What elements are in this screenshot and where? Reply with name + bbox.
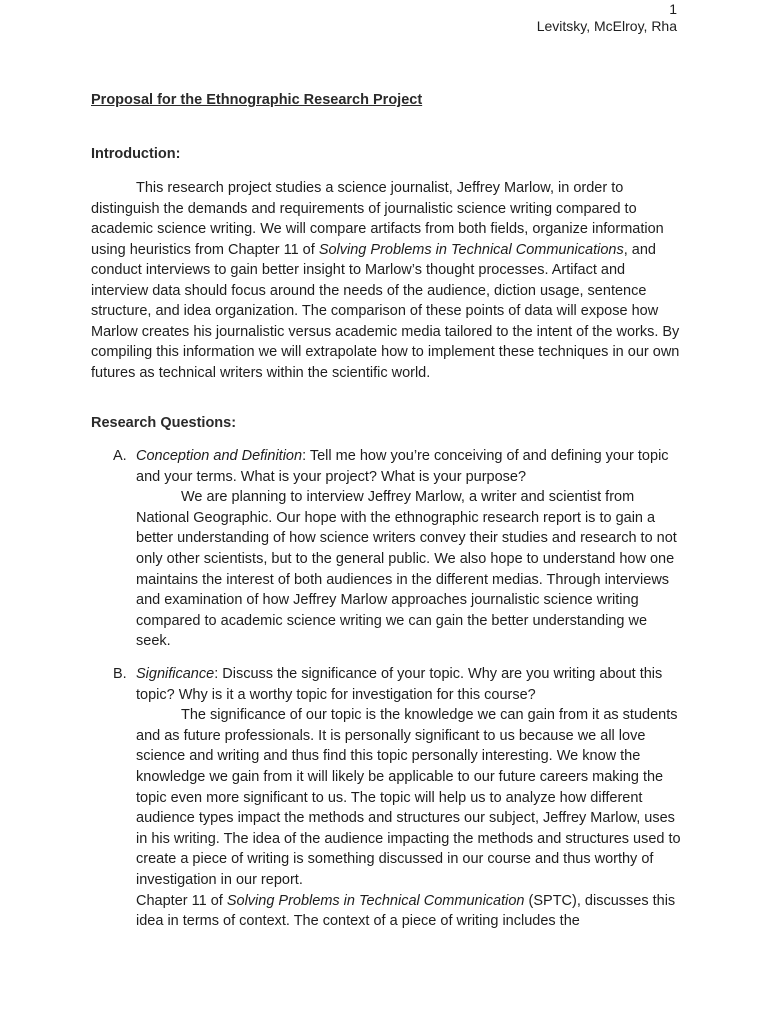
question-body	[136, 664, 681, 932]
question-body	[136, 446, 681, 652]
question-letter: B.	[113, 666, 127, 682]
research-questions-heading: Research Questions:	[91, 415, 237, 431]
continued-book-title: Solving Problems in Technical Communication	[226, 892, 525, 909]
introduction-heading: Introduction:	[91, 146, 181, 162]
question-label: Conception and Definition	[136, 448, 303, 464]
introduction-text-2: , and conduct interviews to gain better insight to Marlow’s thought processes. Artifact and interview data should focus around the needs of the audience, diction usage, sentence structure, and idea organization. The comparison of these points of data will expose how Marlow creates his journalistic versus academic media tailored to the intent of the works. By compiling this information we will extrapolate how to implement these techniques in our own futures as technical writers within the scientific world.	[91, 241, 680, 381]
question-prompt-text: : Tell me how you’re conceiving of and defining your topic and your terms. What is your project? What is your purpose?	[136, 448, 669, 485]
question-answer	[136, 705, 681, 890]
question-prompt	[136, 664, 681, 705]
question-prompt-text: : Discuss the significance of your topic. Why are you writing about this topic? Why is it a worthy topic for investigation for this course?	[136, 666, 663, 703]
question-letter: A.	[113, 448, 127, 464]
question-label: Significance	[136, 666, 215, 682]
question-answer	[136, 487, 681, 652]
question-answer-continued	[136, 891, 681, 932]
continued-text-pre: Chapter 11 of	[136, 892, 227, 909]
continued-text-post: (SPTC), discusses this idea in terms of context. The context of a piece of writing includes the	[136, 892, 676, 930]
question-answer-text: The significance of our topic is the knowledge we can gain from it as students and as future professionals. It is personally significant to us because we all love science and writing and thus find this topic personally interesting. We know the knowledge we gain from it will likely be applicable to our future careers making the topic even more significant to us. The topic will help us to analyze how different audience types impact the methods and structures our subject, Jeffrey Marlow, uses in his writing. The idea of the audience impacting the methods and structures used to create a piece of writing is something discussed in our course and thus worthy of investigation in our report.	[136, 707, 681, 888]
introduction-book-title: Solving Problems in Technical Communications	[318, 241, 624, 258]
question-prompt	[136, 446, 681, 487]
page-number: 1	[669, 1, 677, 17]
running-header-authors: Levitsky, McElroy, Rha	[536, 18, 677, 34]
introduction-text-1: This research project studies a science journalist, Jeffrey Marlow, in order to distinguish the demands and requirements of journalistic science writing compared to academic science writing. We will compare artifacts from both fields, organize information using heuristics from Chapter 11 of	[91, 180, 664, 258]
document-title: Proposal for the Ethnographic Research Project	[91, 92, 423, 108]
introduction-paragraph	[91, 178, 681, 383]
question-answer-text: We are planning to interview Jeffrey Marlow, a writer and scientist from National Geographic. Our hope with the ethnographic research report is to gain a better understanding of how science writers convey their studies and research to not only other scientists, but to the general public. We also hope to understand how one maintains the interest of both audiences in the different medias. Through interviews and examination of how Jeffrey Marlow approaches journalistic science writing compared to academic science writing we can gain the better understanding we seek.	[136, 489, 677, 650]
